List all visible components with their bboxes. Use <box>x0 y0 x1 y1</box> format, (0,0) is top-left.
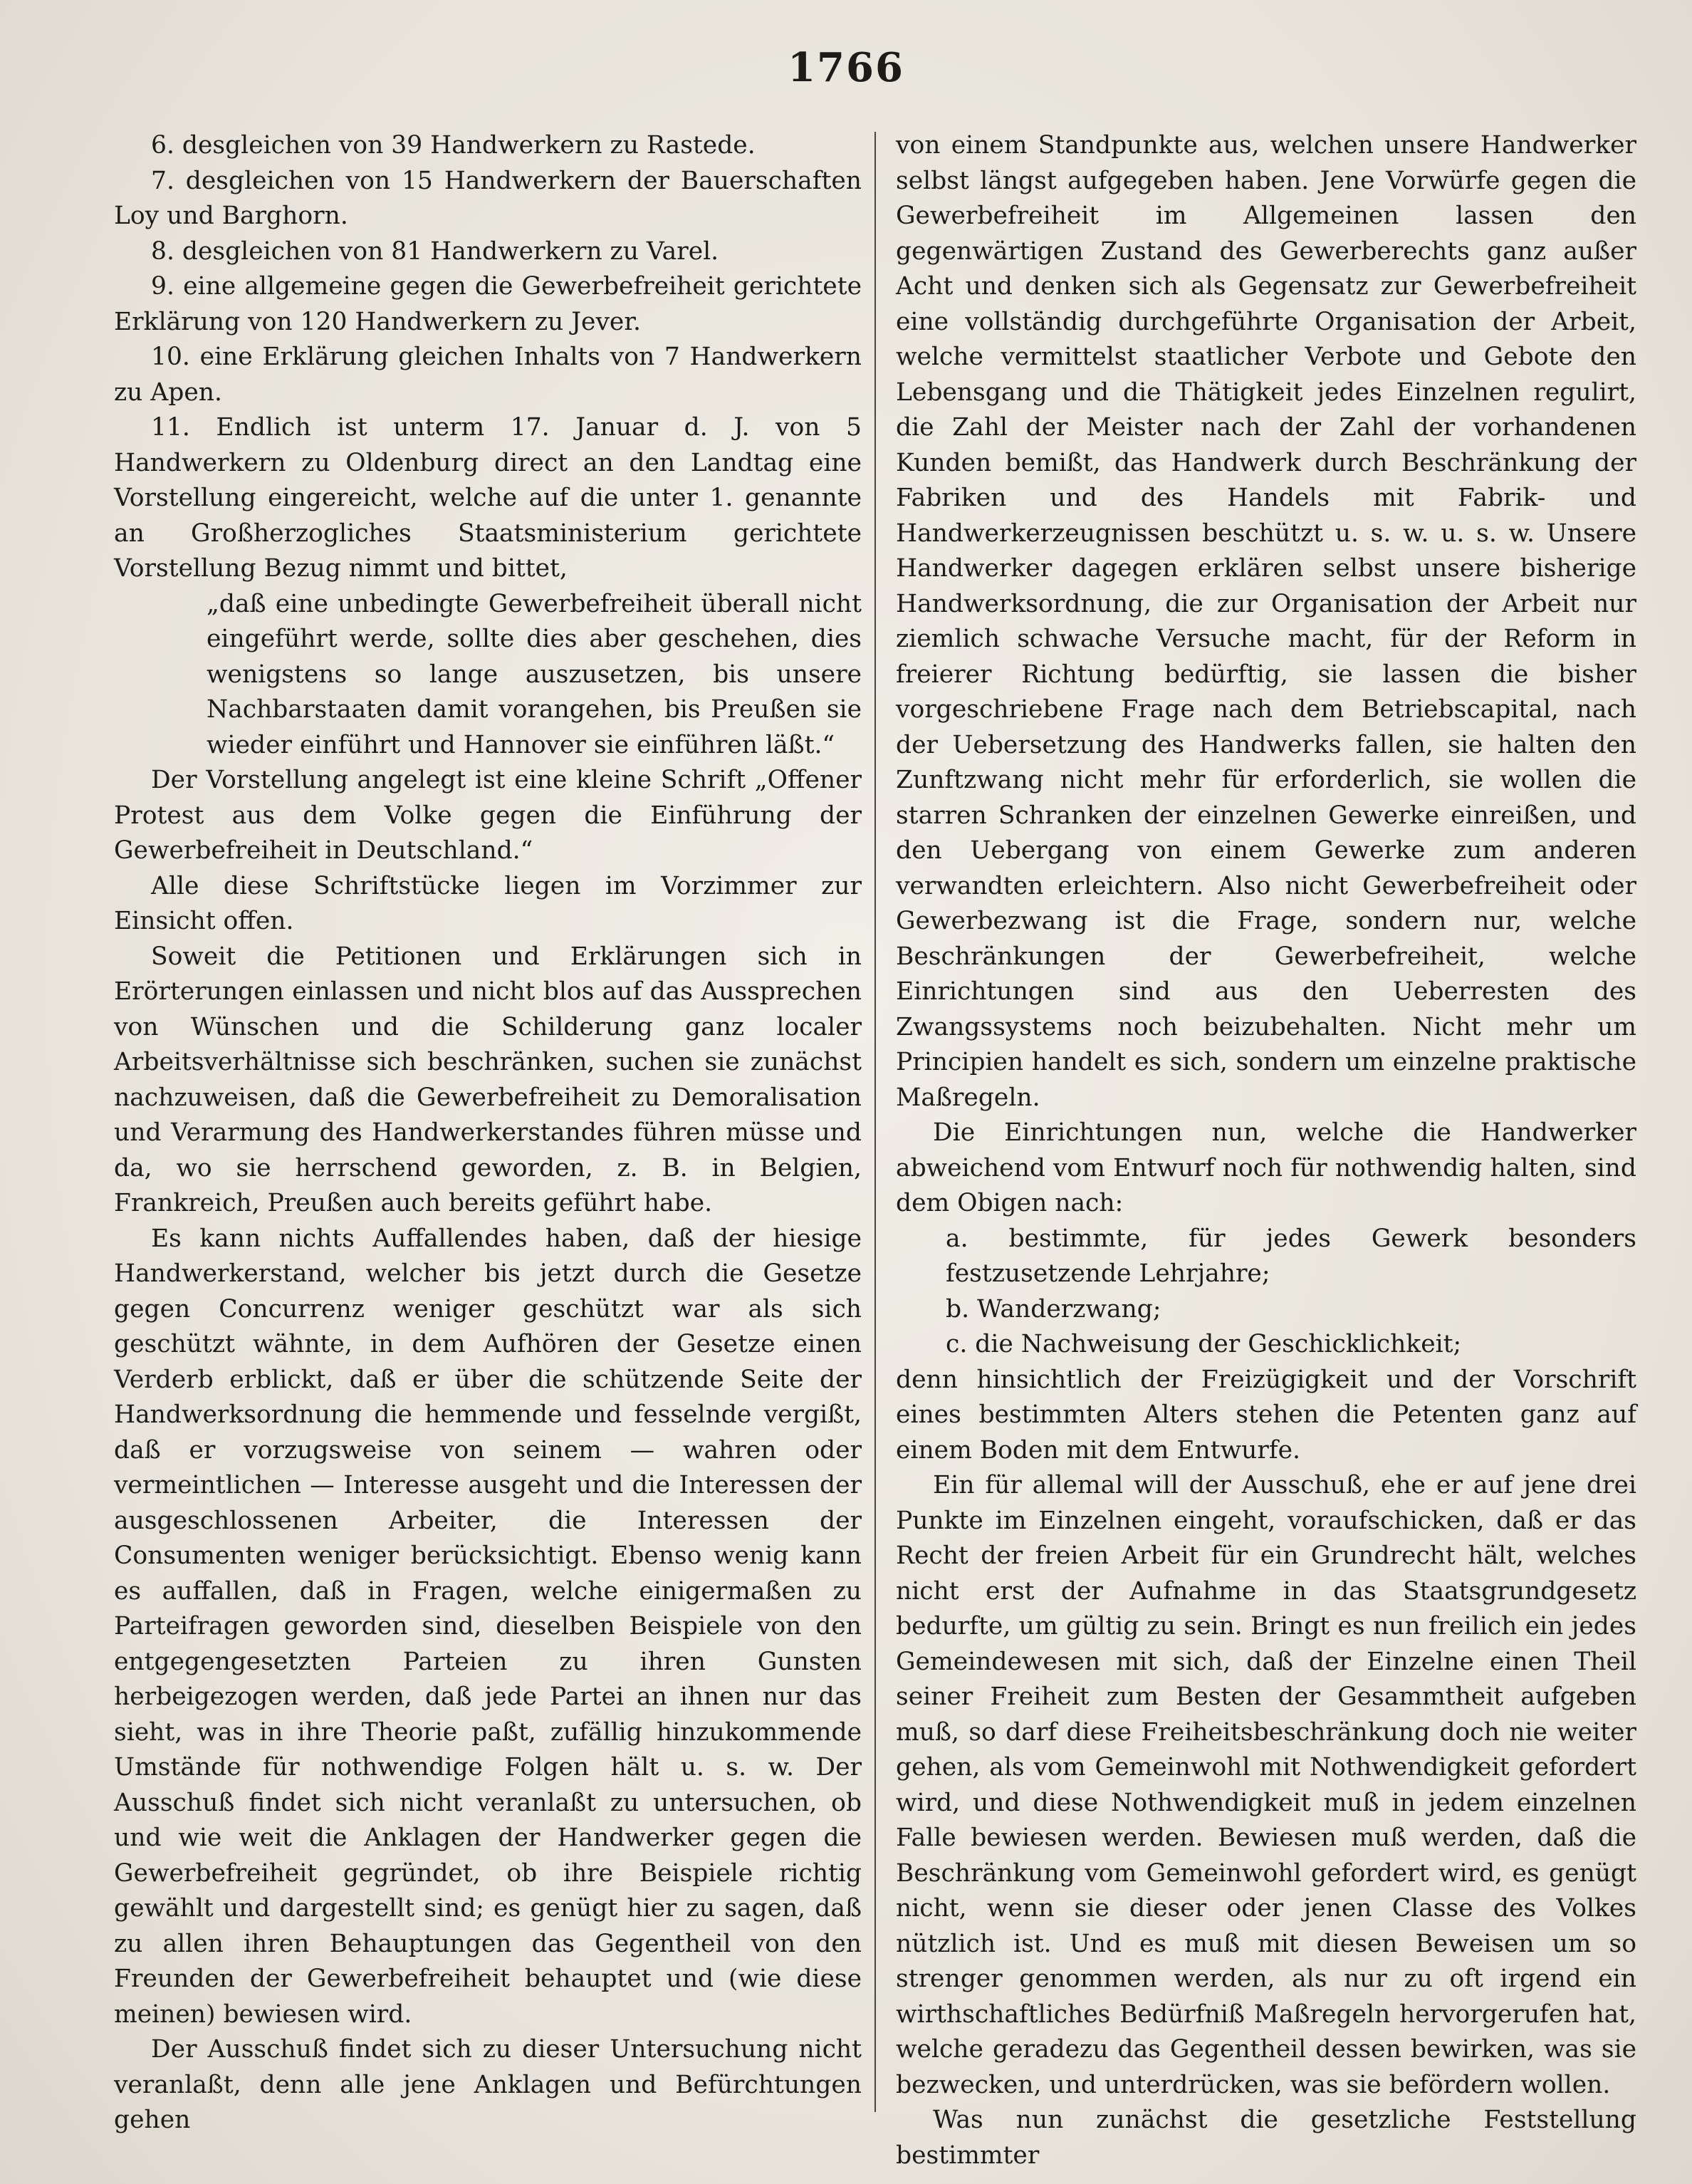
paragraph: 10. eine Erklärung gleichen Inhalts von 7 Handwerkern zu Apen. <box>114 343 862 407</box>
column-divider <box>874 132 876 2112</box>
paragraph: 8. desgleichen von 81 Handwerkern zu Varel. <box>151 236 719 266</box>
paragraph: Soweit die Petitionen und Erklärungen sich in Erörterungen einlassen und nicht blos auf das Aussprechen von Wünschen und die Schilderung ganz localer Arbeitsverhältnisse sich beschränken, suchen sie zunächst nachzuweisen, daß die Gewerbefreiheit zu Demoralisation und Verarmung des Handwerkerstandes führen müsse und da, wo sie herrschend geworden, z. B. in Belgien, Frankreich, Preußen auch bereits geführt habe. <box>114 942 862 1217</box>
paragraph: 6. desgleichen von 39 Handwerkern zu Rastede. <box>151 131 756 160</box>
right-column <box>896 128 1636 2170</box>
paragraph: von einem Standpunkte aus, welchen unsere Handwerker selbst längst aufgegeben haben. Jene Vorwürfe gegen die Gewerbefreiheit im Allgemeinen lassen den gegenwärtigen Zustand des Gewerberechts ganz außer Acht und denken sich als Gegensatz zur Gewerbefreiheit eine vollständig durchgeführte Organisation der Arbeit, welche vermittelst staatlicher Verbote und Gebote den Lebensgang und die Thätigkeit jedes Einzelnen regulirt, die Zahl der Meister nach der Zahl der vorhandenen Kunden bemißt, das Handwerk durch Beschränkung der Fabriken und des Handels mit Fabrik- und Handwerkerzeugnissen beschützt u. s. w. u. s. w. Unsere Handwerker dagegen erklären selbst unsere bisherige Handwerksordnung, die zur Organisation der Arbeit nur ziemlich schwache Versuche macht, für der Reform in freierer Richtung bedürftig, sie lassen die bisher vorgeschriebene Frage nach dem Betriebscapital, nach der Uebersetzung des Handwerks fallen, sie halten den Zunftzwang nicht mehr für erforderlich, sie wollen die starren Schranken der einzelnen Gewerke einreißen, und den Uebergang von einem Gewerke zum anderen verwandten erleichtern. Also nicht Gewerbefreiheit oder Gewerbezwang ist die Frage, sondern nur, welche Beschränkungen der Gewerbefreiheit, welche Einrichtungen sind aus den Ueberresten des Zwangssystems noch beizubehalten. Nicht mehr um Principien handelt es sich, sondern um einzelne praktische Maßregeln. <box>896 131 1636 1112</box>
paragraph: 9. eine allgemeine gegen die Gewerbefreiheit gerichtete Erklärung von 120 Handwerkern zu Jever. <box>114 272 862 336</box>
paragraph: a. bestimmte, für jedes Gewerk besonders festzusetzende Lehrjahre; <box>946 1224 1636 1288</box>
paragraph: Die Einrichtungen nun, welche die Handwerker abweichend vom Entwurf noch für nothwendig halten, sind dem Obigen nach: <box>896 1118 1636 1217</box>
paragraph: Ein für allemal will der Ausschuß, ehe er auf jene drei Punkte im Einzelnen eingeht, voraufschicken, daß er das Recht der freien Arbeit für ein Grundrecht hält, welches nicht erst der Aufnahme in das Staatsgrundgesetz bedurfte, um gültig zu sein. Bringt es nun freilich ein jedes Gemeindewesen mit sich, daß der Einzelne einen Theil seiner Freiheit zum Besten der Gesammtheit aufgeben muß, so darf diese Freiheitsbeschränkung doch nie weiter gehen, als vom Gemeinwohl mit Nothwendigkeit gefordert wird, und diese Nothwendigkeit muß in jedem einzelnen Falle bewiesen werden. Bewiesen muß werden, daß die Beschränkung vom Gemeinwohl gefordert wird, es genügt nicht, wenn sie dieser oder jenen Classe des Volkes nützlich ist. Und es muß mit diesen Beweisen um so strenger genommen werden, als nur zu oft irgend ein wirthschaftliches Bedürfniß Maßregeln hervorgerufen hat, welche geradezu das Gegentheil dessen bewirken, was sie bezwecken, und unterdrücken, was sie befördern wollen. <box>896 1471 1636 2099</box>
paragraph: Der Vorstellung angelegt ist eine kleine Schrift „Offener Protest aus dem Volke gegen die Einführung der Gewerbefreiheit in Deutschland.“ <box>114 766 862 865</box>
left-column <box>114 128 862 2134</box>
paragraph: c. die Nachweisung der Geschicklichkeit; <box>946 1330 1462 1358</box>
page-number: 1766 <box>788 44 904 91</box>
paragraph: 11. Endlich ist unterm 17. Januar d. J. von 5 Handwerkern zu Oldenburg direct an den Landtag eine Vorstellung eingereicht, welche auf die unter 1. genannte an Großherzogliches Staatsministerium gerichtete Vorstellung Bezug nimmt und bittet, <box>114 413 862 583</box>
paragraph: Alle diese Schriftstücke liegen im Vorzimmer zur Einsicht offen. <box>114 871 862 935</box>
paragraph: b. Wanderzwang; <box>946 1294 1161 1324</box>
paragraph: denn hinsichtlich der Freizügigkeit und der Vorschrift eines bestimmten Alters stehen die Petenten ganz auf einem Boden mit dem Entwurfe. <box>896 1365 1636 1465</box>
paragraph: 7. desgleichen von 15 Handwerkern der Bauerschaften Loy und Barghorn. <box>114 166 862 230</box>
paragraph: Es kann nichts Auffallendes haben, daß der hiesige Handwerkerstand, welcher bis jetzt durch die Gesetze gegen Concurrenz weniger geschützt war als sich geschützt wähnte, in dem Aufhören der Gesetze einen Verderb erblickt, daß er über die schützende Seite der Handwerksordnung die hemmende und fesselnde vergißt, daß er vorzugsweise von seinem — wahren oder vermeintlichen — Interesse ausgeht und die Interessen der ausgeschlossenen Arbeiter, die Interessen der Consumenten weniger berücksichtigt. Ebenso wenig kann es auffallen, daß in Fragen, welche einigermaßen zu Parteifragen geworden sind, dieselben Beispiele von den entgegengesetzten Parteien zu ihren Gunsten herbeigezogen werden, daß jede Partei an ihnen nur das sieht, was in ihre Theorie paßt, zufällig hinzukommende Umstände für nothwendige Folgen hält u. s. w. Der Ausschuß findet sich nicht veranlaßt zu untersuchen, ob und wie weit die Anklagen der Handwerker gegen die Gewerbefreiheit gegründet, ob ihre Beispiele richtig gewählt und dargestellt sind; es genügt hier zu sagen, daß zu allen ihren Behauptungen das Gegentheil von den Freunden der Gewerbefreiheit behauptet und (wie diese meinen) bewiesen wird. <box>114 1224 862 2029</box>
paragraph: „daß eine unbedingte Gewerbefreiheit überall nicht eingeführt werde, sollte dies aber geschehen, dies wenigstens so lange auszusetzen, bis unsere Nachbarstaaten damit vorangehen, bis Preußen sie wieder einführt und Hannover sie einführen läßt.“ <box>207 589 862 759</box>
paragraph: Der Ausschuß findet sich zu dieser Untersuchung nicht veranlaßt, denn alle jene Anklagen und Befürchtungen gehen <box>114 2035 862 2134</box>
paragraph: Was nun zunächst die gesetzliche Feststellung bestimmter <box>896 2106 1636 2170</box>
